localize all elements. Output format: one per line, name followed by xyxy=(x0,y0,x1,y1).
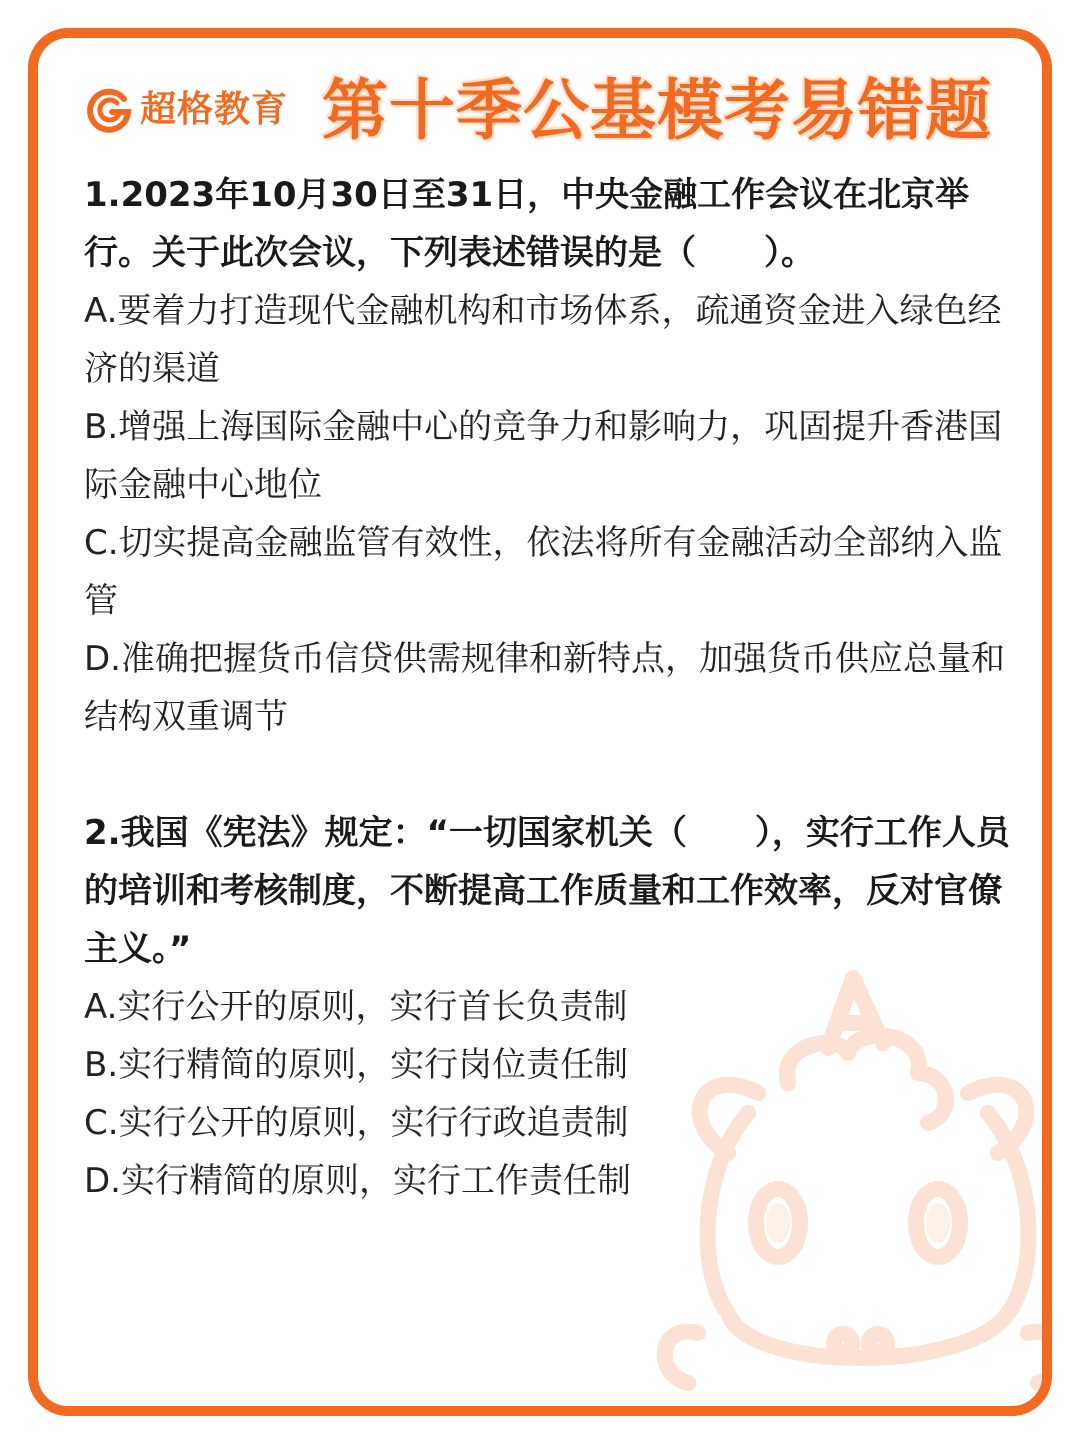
option-c: C.实行公开的原则，实行行政追责制 xyxy=(84,1103,629,1143)
spacer xyxy=(84,746,1034,804)
brand-g-logo-icon xyxy=(84,85,134,135)
option-b: B.增强上海国际金融中心的竞争力和影响力，巩固提升香港国际金融中心地位 xyxy=(84,407,1003,505)
card-frame xyxy=(28,28,1052,1416)
option-a: A.要着力打造现代金融机构和市场体系，疏通资金进入绿色经济的渠道 xyxy=(84,291,1002,389)
question-1 xyxy=(84,166,1034,746)
brand-name: 超格教育 xyxy=(140,89,289,130)
question-stem: 2.我国《宪法》规定：“一切国家机关（ ），实行工作人员的培训和考核制度，不断提高工作质量和工作效率，反对官僚主义。” xyxy=(84,813,1010,969)
option-d: D.准确把握货币信贷供需规律和新特点，加强货币供应总量和结构双重调节 xyxy=(84,639,1005,737)
option-b: B.实行精简的原则，实行岗位责任制 xyxy=(84,1045,629,1085)
page-title: 第十季公基模考易错题 xyxy=(322,72,992,149)
option-d: D.实行精简的原则，实行工作责任制 xyxy=(84,1161,631,1201)
option-a: A.实行公开的原则，实行首长负责制 xyxy=(84,987,628,1027)
question-list xyxy=(84,166,1034,1210)
option-c: C.切实提高金融监管有效性，依法将所有金融活动全部纳入监管 xyxy=(84,523,1003,621)
brand-logo xyxy=(84,84,288,136)
question-stem: 1.2023年10月30日至31日，中央金融工作会议在北京举行。关于此次会议，下列表述错误的是（ ）。 xyxy=(84,175,970,273)
question-2 xyxy=(84,804,1034,1210)
header xyxy=(84,68,1024,154)
